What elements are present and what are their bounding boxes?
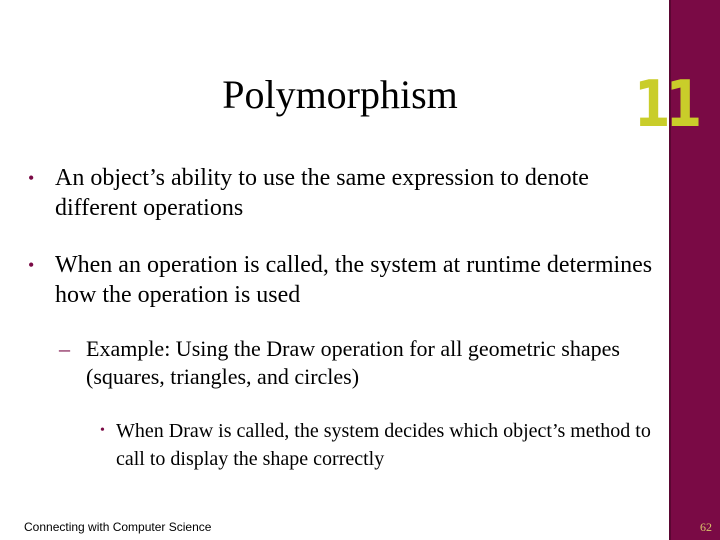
bullet-text: An object’s ability to use the same expression to denote different operations	[55, 165, 589, 221]
bullet-marker: •	[28, 168, 35, 188]
bullet-text: When an operation is called, the system at runtime determines how the operation is used	[55, 252, 653, 308]
bullet-item	[28, 163, 668, 223]
bullet-item	[28, 250, 668, 310]
sub-bullet-item	[59, 335, 676, 391]
slide-content	[28, 163, 668, 473]
bullet-marker: •	[28, 255, 35, 275]
bullet-marker: •	[100, 423, 105, 438]
sub-sub-bullet-item	[100, 417, 676, 473]
footer-text: Connecting with Computer Science	[24, 520, 212, 534]
slide-title: Polymorphism	[222, 72, 458, 117]
sub-bullet-text: Example: Using the Draw operation for all geometric shapes (squares, triangles, and circles)	[86, 336, 620, 389]
page-number: 62	[700, 520, 712, 534]
dash-marker: –	[59, 336, 70, 361]
sub-sub-bullet-text: When Draw is called, the system decides which object’s method to call to display the shape correctly	[116, 420, 651, 470]
chapter-number-badge: 11	[634, 68, 698, 142]
